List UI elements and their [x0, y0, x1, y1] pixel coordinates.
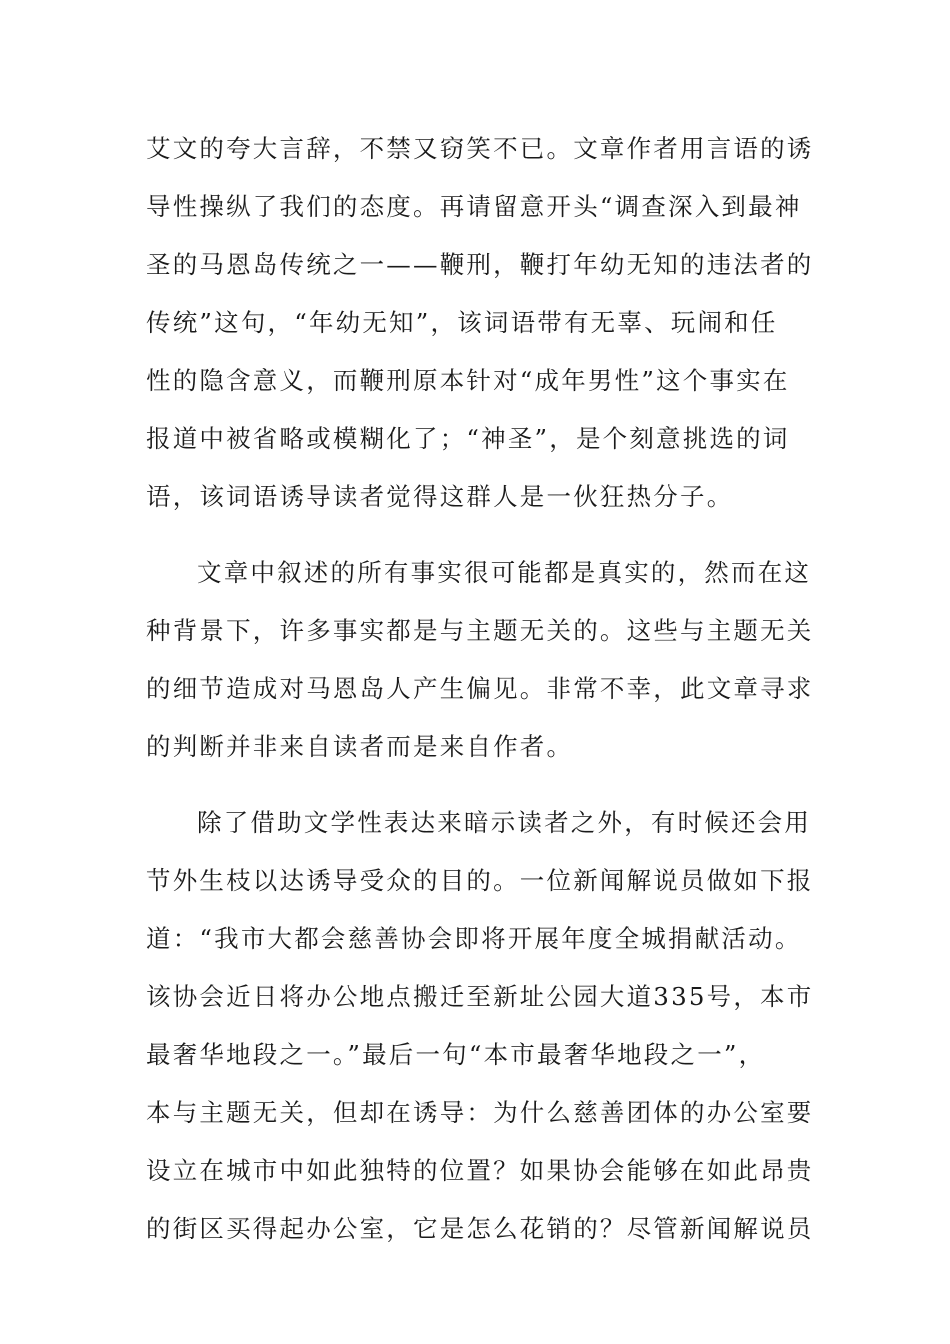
- text-line: 除了借助文学性表达来暗示读者之外，有时候还会用: [197, 808, 812, 837]
- text-line: 道：“我市大都会慈善协会即将开展年度全城捐献活动。: [146, 924, 802, 953]
- text-line: 该协会近日将办公地点搬迁至新址公园大道335号，本市: [146, 982, 814, 1011]
- text-line: 圣的马恩岛传统之一——鞭刑，鞭打年幼无知的违法者的: [146, 250, 814, 279]
- text-line: 语，该词语诱导读者觉得这群人是一伙狂热分子。: [146, 482, 734, 511]
- text-line: 种背景下，许多事实都是与主题无关的。这些与主题无关: [146, 616, 814, 645]
- text-line: 文章中叙述的所有事实很可能都是真实的，然而在这: [197, 558, 812, 587]
- text-line: 本与主题无关，但却在诱导：为什么慈善团体的办公室要: [146, 1098, 814, 1127]
- paragraph-1: [146, 120, 814, 526]
- paragraph-spacer: [146, 776, 786, 794]
- paragraph-3: [146, 794, 814, 1258]
- text-line: 节外生枝以达诱导受众的目的。一位新闻解说员做如下报: [146, 866, 814, 895]
- text-line: 传统”这句，“年幼无知”，该词语带有无辜、玩闹和任: [146, 308, 778, 337]
- text-line: 的街区买得起办公室，它是怎么花销的？尽管新闻解说员: [146, 1214, 814, 1243]
- text-line: 的判断并非来自读者而是来自作者。: [146, 732, 574, 761]
- text-line: 导性操纵了我们的态度。再请留意开头“调查深入到最神: [146, 192, 802, 221]
- text-line: 性的隐含意义，而鞭刑原本针对“成年男性”这个事实在: [146, 366, 790, 395]
- paragraph-spacer: [146, 526, 786, 544]
- text-line: 最奢华地段之一。”最后一句“本市最奢华地段之一”，: [146, 1040, 766, 1069]
- text-line: 的细节造成对马恩岛人产生偏见。非常不幸，此文章寻求: [146, 674, 814, 703]
- text-line: 报道中被省略或模糊化了；“神圣”，是个刻意挑选的词: [146, 424, 790, 453]
- paragraph-2: [146, 544, 814, 776]
- text-line: 设立在城市中如此独特的位置？如果协会能够在如此昂贵: [146, 1156, 814, 1185]
- body-text: [146, 120, 814, 1258]
- text-line: 艾文的夸大言辞，不禁又窃笑不已。文章作者用言语的诱: [146, 134, 814, 163]
